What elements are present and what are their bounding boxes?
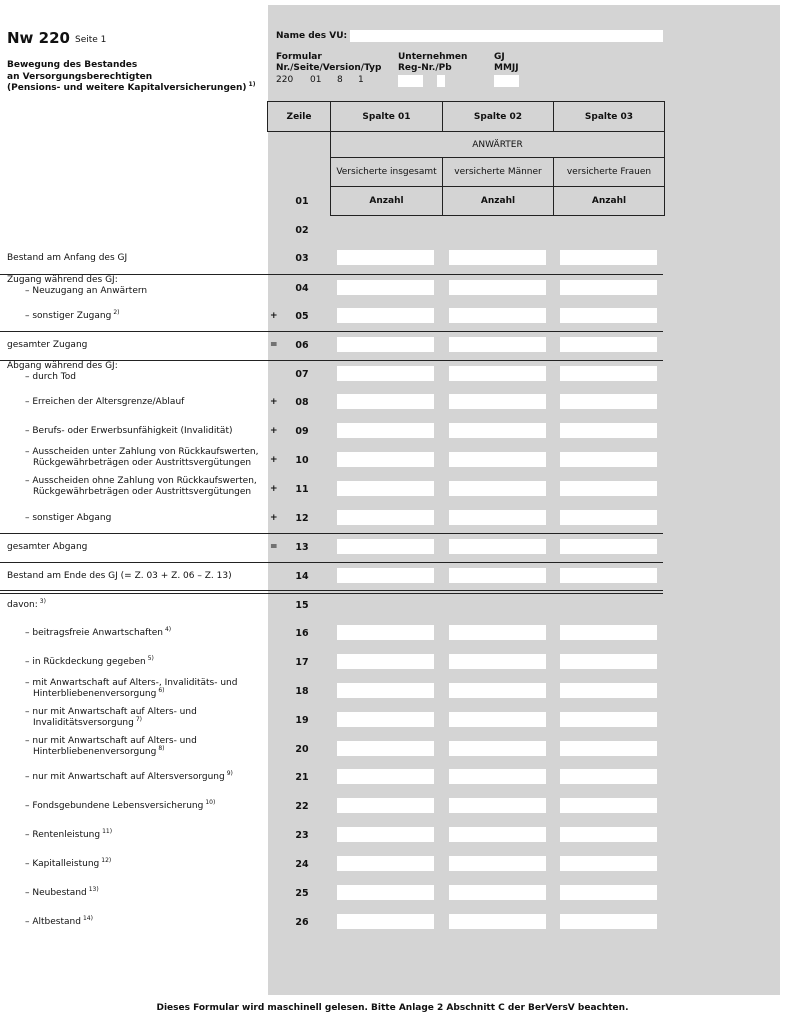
row-label-07 [7,361,269,382]
row-footnote: 11) [102,828,113,835]
row-label-line-1: – Fondsgebundene Lebensversicherung [25,801,204,811]
input-cell-row-05-col-03[interactable] [560,308,657,323]
row-label-line-1: – Altbestand [25,917,81,927]
input-cell-row-19-col-02[interactable] [449,712,546,727]
input-cell-row-13-col-03[interactable] [560,539,657,554]
row-label-25 [7,888,269,899]
formular-value-seite: 01 [310,75,322,85]
formular-value-typ: 1 [358,75,364,85]
input-cell-row-26-col-02[interactable] [449,914,546,929]
row-label-text [7,397,269,408]
row-footnote: 4) [164,626,172,633]
input-cell-row-04-col-02[interactable] [449,280,546,295]
row-label-line-2: Rückgewährbeträgen oder Austrittsvergütungen [33,486,252,497]
row-number-23: 23 [295,830,309,841]
unternehmen-label [398,52,467,74]
input-cell-row-19-col-03[interactable] [560,712,657,727]
formular-label-line-1: Formular [276,52,322,62]
input-cell-row-11-col-01[interactable] [337,481,434,496]
row-label-text [7,917,269,928]
row-label-line-1: Abgang während des GJ: [7,361,118,371]
row-label-11 [7,476,269,497]
row-label-19 [7,707,269,728]
row-footnote: 2) [113,309,120,316]
row-label-line-1: – Neubestand [25,888,87,898]
row-operator: + [270,311,278,321]
formular-value-version: 8 [337,75,343,85]
input-cell-row-07-col-01[interactable] [337,366,434,381]
page-number: Seite 1 [75,35,107,45]
sub-header-frauen: versicherte Frauen [553,157,665,187]
input-cell-row-20-col-03[interactable] [560,741,657,756]
row-label-line-1: davon: [7,600,38,610]
unternehmen-label-line-2: Reg-Nr./Pb [398,63,452,73]
input-cell-row-09-col-03[interactable] [560,423,657,438]
row-label-text [7,571,269,582]
row-label-text [7,686,269,700]
gj-label [494,52,519,74]
row-label-18 [7,678,269,699]
formular-label-line-2: Nr./Seite/Version/Typ [276,63,382,73]
input-cell-row-03-col-01[interactable] [337,250,434,265]
input-cell-row-16-col-01[interactable] [337,625,434,640]
row-footnote: 14) [82,915,93,922]
row-separator [0,590,663,591]
row-separator [0,562,663,563]
row-footnote: 8) [158,744,165,752]
row-label-text [7,772,269,783]
row-label-text [7,744,269,758]
input-cell-row-09-col-01[interactable] [337,423,434,438]
row-label-text [7,311,269,322]
input-cell-row-17-col-03[interactable] [560,654,657,669]
row-number-13: 13 [295,542,309,553]
input-cell-row-18-col-03[interactable] [560,683,657,698]
row-number-21: 21 [295,772,309,783]
input-cell-row-14-col-02[interactable] [449,568,546,583]
row-label-17 [7,657,269,668]
gj-label-line-2: MMJJ [494,63,519,73]
row-label-text [7,253,269,264]
row-label-line-1: Bestand am Anfang des GJ [7,253,128,263]
input-cell-row-05-col-01[interactable] [337,308,434,323]
unternehmen-label-line-1: Unternehmen [398,52,468,62]
row-label-line-1: gesamter Zugang [7,340,88,350]
row-label-line-1: – sonstiger Zugang [25,311,112,321]
row-footnote: 7) [135,715,142,723]
row-footnote: 6) [158,686,165,694]
input-cell-row-19-col-01[interactable] [337,712,434,727]
anwaerter-group-header: ANWÄRTER [330,131,665,158]
input-cell-row-21-col-01[interactable] [337,769,434,784]
input-cell-row-25-col-03[interactable] [560,885,657,900]
row-label-text [7,600,269,611]
row-label-05 [7,311,269,322]
row-number-19: 19 [295,715,309,726]
row-number-07: 07 [295,369,309,380]
input-cell-row-10-col-03[interactable] [560,452,657,467]
input-cell-row-21-col-03[interactable] [560,769,657,784]
input-cell-row-07-col-03[interactable] [560,366,657,381]
row-separator [0,533,663,534]
row-label-text [7,678,269,689]
input-cell-row-04-col-01[interactable] [337,280,434,295]
input-cell-row-17-col-02[interactable] [449,654,546,669]
form-code: Nw 220 [7,29,70,47]
vu-name-label: Name des VU: [276,31,348,41]
row-label-line-2: Hinterbliebenenversorgung [33,688,157,699]
row-footnote: 12) [101,857,112,864]
input-cell-row-06-col-02[interactable] [449,337,546,352]
row-label-text [7,736,269,747]
row-label-line-1: – Ausscheiden unter Zahlung von Rückkaufswerten, [25,447,259,457]
row-label-08 [7,397,269,408]
input-cell-row-16-col-02[interactable] [449,625,546,640]
row-separator [0,331,663,332]
input-cell-row-22-col-02[interactable] [449,798,546,813]
spalte-02-header: Spalte 02 [442,101,554,132]
row-label-text [7,340,269,351]
input-cell-row-16-col-03[interactable] [560,625,657,640]
sub-header-insgesamt: Versicherte insgesamt [330,157,443,187]
row-label-line-2: Hinterbliebenenversorgung [33,746,157,757]
unit-header-1: Anzahl [330,186,443,216]
row-label-line-2: Invaliditätsversorgung [33,717,134,728]
row-label-text [7,859,269,870]
row-number-08: 08 [295,397,309,408]
row-label-text [7,458,269,469]
spalte-03-header: Spalte 03 [553,101,665,132]
row-label-09 [7,426,269,437]
input-cell-row-04-col-03[interactable] [560,280,657,295]
unit-header-2: Anzahl [442,186,554,216]
row-label-line-1: – sonstiger Abgang [25,513,112,523]
input-cell-row-20-col-01[interactable] [337,741,434,756]
row-label-26 [7,917,269,928]
input-cell-row-11-col-02[interactable] [449,481,546,496]
row-label-text [7,513,269,524]
input-cell-row-26-col-01[interactable] [337,914,434,929]
row-label-text [7,275,269,286]
row-label-23 [7,830,269,841]
row-label-line-1: – nur mit Anwartschaft auf Alters- und [25,736,197,746]
gj-field[interactable] [494,75,519,87]
input-cell-row-24-col-03[interactable] [560,856,657,871]
input-cell-row-09-col-02[interactable] [449,423,546,438]
row-label-line-1: – Kapitalleistung [25,859,100,869]
row-number-22: 22 [295,801,309,812]
row-label-line-1: Bestand am Ende des GJ (= Z. 03 + Z. 06 – Z. 13) [7,571,232,581]
gj-label-line-1: GJ [494,52,505,62]
row-label-03 [7,253,269,264]
input-cell-row-18-col-01[interactable] [337,683,434,698]
row-label-10 [7,447,269,468]
input-cell-row-24-col-02[interactable] [449,856,546,871]
row-number-06: 06 [295,340,309,351]
input-cell-row-12-col-01[interactable] [337,510,434,525]
row-label-line-2: Rückgewährbeträgen oder Austrittsvergütungen [33,457,252,468]
row-label-line-1: gesamter Abgang [7,542,88,552]
form-subtitle [7,60,255,95]
row-label-line-1: – Rentenleistung [25,830,101,840]
row-label-21 [7,772,269,783]
vu-name-field[interactable] [350,30,663,42]
input-cell-row-08-col-01[interactable] [337,394,434,409]
input-cell-row-11-col-03[interactable] [560,481,657,496]
row-label-line-1: – Berufs- oder Erwerbsunfähigkeit (Invalidität) [25,426,233,436]
input-cell-row-22-col-03[interactable] [560,798,657,813]
row-label-13 [7,542,269,553]
row-operator: + [270,484,278,494]
row-label-04 [7,275,269,296]
row-label-line-2: – Neuzugang an Anwärtern [25,285,148,296]
row-label-line-1: – Erreichen der Altersgrenze/Ablauf [25,397,185,407]
row-operator: + [270,397,278,407]
row-label-14 [7,571,269,582]
input-cell-row-10-col-01[interactable] [337,452,434,467]
row-number-09: 09 [295,426,309,437]
row-footnote: 10) [205,799,216,806]
row-label-24 [7,859,269,870]
input-cell-row-07-col-02[interactable] [449,366,546,381]
row-number-11: 11 [295,484,309,495]
row-footnote: 5) [147,655,154,662]
input-cell-row-12-col-03[interactable] [560,510,657,525]
input-cell-row-26-col-03[interactable] [560,914,657,929]
input-cell-row-13-col-01[interactable] [337,539,434,554]
unit-header-3: Anzahl [553,186,665,216]
row-number-18: 18 [295,686,309,697]
input-cell-row-05-col-02[interactable] [449,308,546,323]
row-label-text [7,286,269,297]
row-number-17: 17 [295,657,309,668]
row-separator [0,593,663,594]
row-label-text [7,487,269,498]
input-cell-row-17-col-01[interactable] [337,654,434,669]
row-label-text [7,426,269,437]
sub-header-maenner: versicherte Männer [442,157,554,187]
row-label-text [7,657,269,668]
input-cell-row-03-col-02[interactable] [449,250,546,265]
row-label-12 [7,513,269,524]
row-number-03: 03 [295,253,309,264]
row-number-15: 15 [295,600,309,611]
input-cell-row-23-col-02[interactable] [449,827,546,842]
row-operator: + [270,426,278,436]
row-number-20: 20 [295,744,309,755]
formular-value-nr: 220 [276,75,294,85]
input-cell-row-06-col-03[interactable] [560,337,657,352]
row-operator: = [270,340,278,350]
subtitle-footnote: 1) [248,81,256,88]
row-label-22 [7,801,269,812]
pb-field[interactable] [437,75,445,87]
row-number-26: 26 [295,917,309,928]
input-cell-row-25-col-02[interactable] [449,885,546,900]
row-operator: + [270,513,278,523]
row-label-20 [7,736,269,757]
subtitle-line-2: an Versorgungsberechtigten [7,71,153,82]
input-cell-row-20-col-02[interactable] [449,741,546,756]
subtitle-line-3: (Pensions- und weitere Kapitalversicherungen) [7,83,247,93]
row-number-14: 14 [295,571,309,582]
input-cell-row-25-col-01[interactable] [337,885,434,900]
row-label-line-1: – mit Anwartschaft auf Alters-, Invaliditäts- und [25,678,238,688]
row-label-15 [7,600,269,611]
row-label-text [7,447,269,458]
row-label-line-1: – Ausscheiden ohne Zahlung von Rückkaufswerten, [25,476,257,486]
input-cell-row-14-col-03[interactable] [560,568,657,583]
input-cell-row-03-col-03[interactable] [560,250,657,265]
row-label-text [7,628,269,639]
input-cell-row-06-col-01[interactable] [337,337,434,352]
footer-note: Dieses Formular wird maschinell gelesen. Bitte Anlage 2 Abschnitt C der BerVersV beachten. [156,1003,629,1013]
row-number-24: 24 [295,859,309,870]
input-cell-row-08-col-02[interactable] [449,394,546,409]
row-label-line-1: – in Rückdeckung gegeben [25,657,146,667]
row-footnote: 3) [39,598,46,605]
row-label-line-1: – nur mit Anwartschaft auf Alters- und [25,707,197,717]
row-operator: + [270,455,278,465]
input-cell-row-10-col-02[interactable] [449,452,546,467]
row-number-04: 04 [295,283,309,294]
row-number-01: 01 [295,196,309,207]
row-number-12: 12 [295,513,309,524]
input-cell-row-21-col-02[interactable] [449,769,546,784]
row-number-02: 02 [295,225,309,236]
zeile-header: Zeile [267,101,331,132]
subtitle-line-1: Bewegung des Bestandes [7,60,138,70]
row-label-line-1: – beitragsfreie Anwartschaften [25,628,163,638]
row-number-16: 16 [295,628,309,639]
row-label-text [7,888,269,899]
input-cell-row-23-col-03[interactable] [560,827,657,842]
row-footnote: 13) [88,886,99,893]
input-cell-row-13-col-02[interactable] [449,539,546,554]
row-label-text [7,542,269,553]
row-footnote: 9) [226,770,233,777]
row-label-text [7,715,269,729]
formular-label [276,52,381,74]
row-label-06 [7,340,269,351]
row-label-16 [7,628,269,639]
row-label-line-1: – nur mit Anwartschaft auf Altersversorgung [25,772,225,782]
input-cell-row-18-col-02[interactable] [449,683,546,698]
spalte-01-header: Spalte 01 [330,101,443,132]
row-number-10: 10 [295,455,309,466]
row-label-text [7,476,269,487]
row-label-text [7,361,269,372]
row-operator: = [270,542,278,552]
row-label-line-1: Zugang während des GJ: [7,275,118,285]
row-label-text [7,372,269,383]
row-label-text [7,801,269,812]
row-label-line-2: – durch Tod [25,371,76,382]
input-cell-row-22-col-01[interactable] [337,798,434,813]
input-cell-row-23-col-01[interactable] [337,827,434,842]
reg-nr-field[interactable] [398,75,423,87]
input-cell-row-12-col-02[interactable] [449,510,546,525]
row-number-05: 05 [295,311,309,322]
input-cell-row-24-col-01[interactable] [337,856,434,871]
input-cell-row-08-col-03[interactable] [560,394,657,409]
row-number-25: 25 [295,888,309,899]
row-label-text [7,830,269,841]
input-cell-row-14-col-01[interactable] [337,568,434,583]
